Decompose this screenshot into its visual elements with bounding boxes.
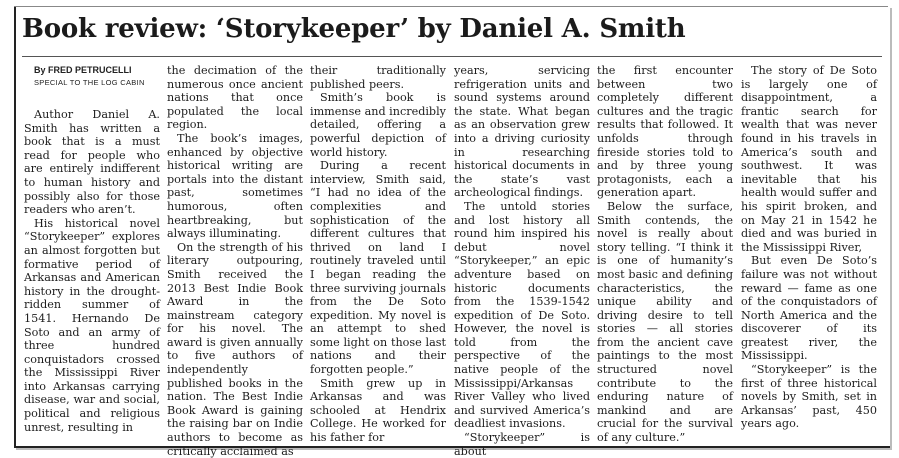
byline: By FRED PETRUCELLI (34, 65, 132, 75)
paragraph: years, servicing refrigeration units and sound systems around the state. What began as an observation grew into a driving curiosity in researching historical documents in the state’s vast archeological findings. (454, 64, 590, 200)
column-6 (741, 64, 877, 431)
paragraph: But even De Soto’s failure was not without reward — fame as one of the conquistadors of North America and the discoverer of its greatest river, the Mississippi. (741, 254, 877, 363)
paragraph: Smith grew up in Arkansas and was schooled at Hendrix College. He worked for his father for (310, 376, 446, 445)
byline-affiliation: SPECIAL TO THE LOG CABIN (34, 78, 145, 87)
paragraph: The book’s images, enhanced by objective historical writing are portals into the distant past, sometimes humorous, often heartbreaking, but always illuminating. (167, 131, 303, 241)
paragraph: Author Daniel A. Smith has written a book that is a must read for people who are entirely indifferent to human history and possibly also for those readers who aren’t. (24, 108, 160, 217)
column-2 (167, 64, 303, 458)
paragraph: the first encounter between two completely different cultures and the tragic results that followed. It unfolds through fireside stories told to and by three young protagonists, each a generation apart. (597, 64, 733, 200)
paragraph: During a recent interview, Smith said, “I had no idea of the complexities and sophistication of the different cultures that thrived on land I routinely traveled until I began reading the three surviving journals from the De Soto expedition. My novel is an attempt to shed some light on those last nations and their forgotten people.” (310, 159, 446, 377)
column-5 (597, 64, 733, 445)
paragraph: “Storykeeper” is about (454, 431, 590, 458)
column-4 (454, 64, 590, 458)
paragraph: His historical novel “Storykeeper” explores an almost forgotten but formative period of Arkansas and American history in the drought-ridden summer of 1541. Hernando De Soto and an army of three hundred conquistadors crossed the Mississippi River into Arkansas carrying disease, war and social, political and religious unrest, resulting in (24, 216, 160, 434)
column-1 (24, 64, 160, 434)
headline-divider (22, 56, 882, 57)
paragraph: On the strength of his literary outpouring, Smith received the 2013 Best Indie Book Award in the mainstream category for his novel. The award is given annually to five authors of independently published books in the nation. The Best Indie Book Award is gaining the raising bar on Indie authors to become as critically acclaimed as (167, 240, 303, 458)
paragraph: the decimation of the numerous once ancient nations that once populated the local region. (167, 64, 303, 132)
paragraph: “Storykeeper” is the first of three historical novels by Smith, set in Arkansas’ past, 450 years ago. (741, 363, 877, 431)
paragraph: The story of De Soto is largely one of disappointment, a frantic search for wealth that was never found in his travels in America’s south and southwest. It was inevitable that his health would suffer and his spirit broken, and on May 21 in 1542 he died and was buried in the Mississippi River, (741, 64, 877, 254)
paragraph: The untold stories and lost history all round him inspired his debut novel “Storykeeper,” an epic adventure based on historic documents from the 1539-1542 expedition of De Soto. However, the novel is told from the perspective of the native people of the Mississippi/Arkansas River Valley who lived and survived America’s deadliest invasions. (454, 199, 590, 431)
top-divider (14, 6, 888, 7)
column-3 (310, 64, 446, 445)
headline: Book review: ‘Storykeeper’ by Daniel A. Smith (22, 14, 686, 44)
paragraph: Smith’s book is immense and incredibly detailed, offering a powerful depiction of world history. (310, 91, 446, 159)
paragraph: their traditionally published peers. (310, 64, 446, 91)
paragraph: Below the surface, Smith contends, the novel is really about story telling. “I think it is one of humanity’s most basic and defining characteristics, the unique ability and driving desire to tell stories — all stories from the ancient cave paintings to the most structured novel contribute to the enduring nature of mankind and are crucial for the survival of any culture.” (597, 199, 733, 445)
